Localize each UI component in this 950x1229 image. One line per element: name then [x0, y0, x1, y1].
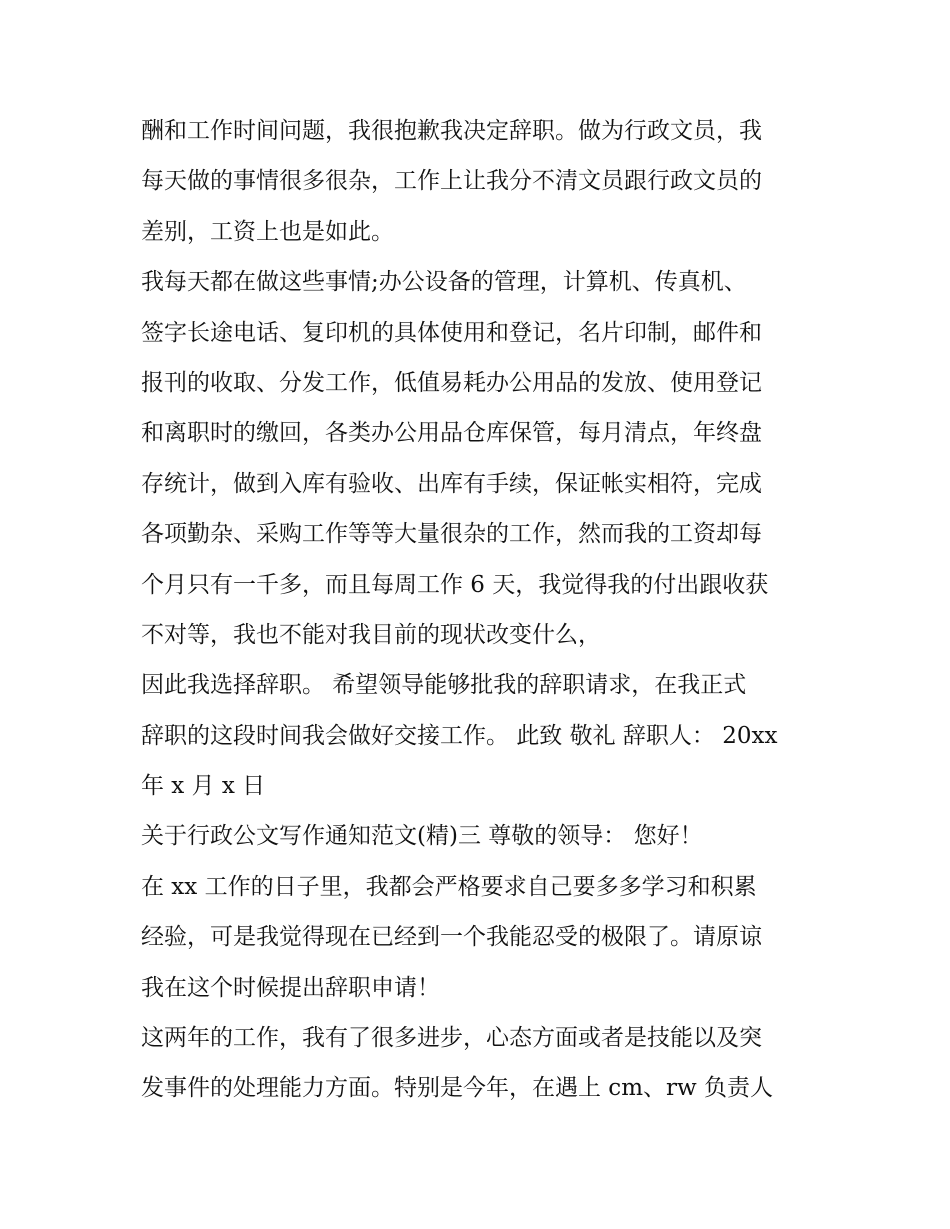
text-line: 签字长途电话、复印机的具体使用和登记，名片印制，邮件和 [141, 319, 762, 346]
text-line: 在 xx 工作的日子里，我都会严格要求自己要多多学习和积累 [141, 873, 757, 900]
text-line: 和离职时的缴回，各类办公用品仓库保管，每月清点，年终盘 [141, 420, 762, 447]
text-line: 酬和工作时间问题，我很抱歉我决定辞职。做为行政文员，我 [141, 118, 762, 144]
text-line: 个月只有一千多，而且每周工作 6 天，我觉得我的付出跟收获 [141, 571, 769, 598]
text-line: 每天做的事情很多很杂，工作上让我分不清文员跟行政文员的 [141, 168, 762, 195]
text-line: 差别，工资上也是如此。 [141, 218, 394, 245]
text-line: 发事件的处理能力方面。特别是今年，在遇上 cm、rw 负责人 [141, 1075, 773, 1102]
text-line: 因此我选择辞职。 希望领导能够批我的辞职请求，在我正式 [141, 672, 747, 699]
text-line: 关于行政公文写作通知范文(精)三 尊敬的领导： 您好！ [141, 823, 703, 850]
text-line: 我每天都在做这些事情;办公设备的管理，计算机、传真机、 [141, 269, 747, 296]
text-line: 这两年的工作，我有了很多进步，心态方面或者是技能以及突 [141, 1025, 762, 1052]
text-line: 存统计，做到入库有验收、出库有手续，保证帐实相符，完成 [141, 470, 762, 497]
text-line: 经验，可是我觉得现在已经到一个我能忍受的极限了。请原谅 [141, 924, 762, 951]
text-line: 年 x 月 x 日 [141, 773, 266, 800]
text-line: 我在这个时候提出辞职申请！ [141, 974, 440, 1001]
text-line: 报刊的收取、分发工作，低值易耗办公用品的发放、使用登记 [141, 369, 762, 396]
document-body [141, 106, 821, 1114]
text-line: 不对等，我也不能对我目前的现状改变什么， [141, 621, 601, 648]
text-line: 辞职的这段时间我会做好交接工作。 此致 敬礼 辞职人： 20xx [141, 722, 778, 749]
text-line: 各项勤杂、采购工作等等大量很杂的工作，然而我的工资却每 [141, 521, 762, 548]
